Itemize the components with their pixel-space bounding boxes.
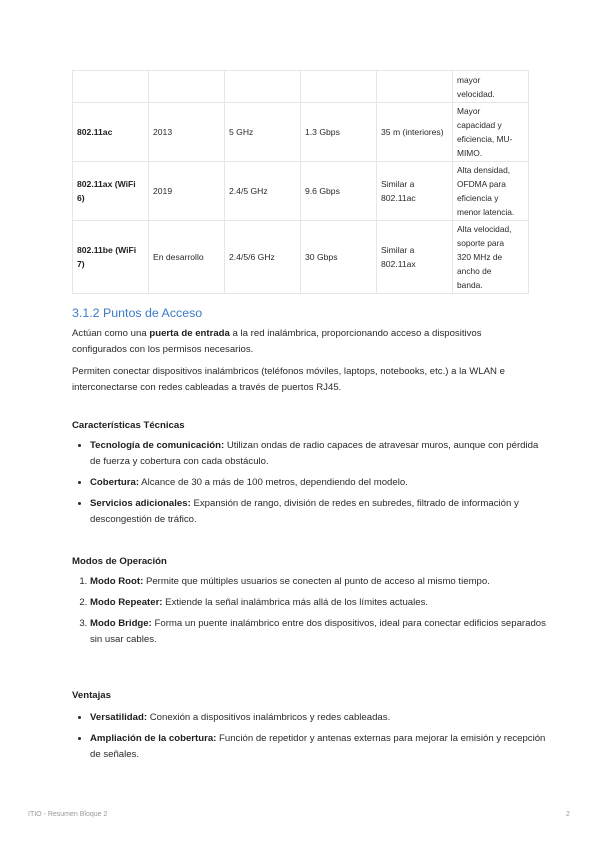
advantages-heading: Ventajas	[72, 690, 111, 701]
list-item: • Servicios adicionales: Expansión de rango, división de redes en subredes, filtrado de información y descongestión de tráfico.	[90, 496, 548, 528]
advantages-list	[72, 710, 548, 768]
connect-paragraph: Permiten conectar dispositivos inalámbricos (teléfonos móviles, laptops, notebooks, etc.) a la WLAN e interconectarse con redes cableadas a través de puertos RJ45.	[72, 366, 505, 393]
cell-range	[377, 71, 453, 103]
list-item: 1. Modo Root: Permite que múltiples usuarios se conecten al punto de acceso al mismo tiempo.	[90, 574, 548, 590]
cell-speed: 30 Gbps	[301, 221, 377, 294]
modes-list	[72, 574, 548, 653]
cell-speed: 1.3 Gbps	[301, 103, 377, 162]
cell-notes: Alta velocidad, soporte para 320 MHz de ancho de banda.	[453, 221, 529, 294]
cell-range: Similar a 802.11ax	[377, 221, 453, 294]
cell-standard: 802.11ax (WiFi 6)	[73, 162, 149, 221]
cell-speed	[301, 71, 377, 103]
table-row	[73, 221, 529, 294]
table-row	[73, 162, 529, 221]
page-number: 2	[566, 811, 570, 818]
cell-year	[149, 71, 225, 103]
cell-standard: 802.11be (WiFi 7)	[73, 221, 149, 294]
table-row	[73, 103, 529, 162]
cell-band: 5 GHz	[225, 103, 301, 162]
cell-band: 2.4/5/6 GHz	[225, 221, 301, 294]
table-row	[73, 71, 529, 103]
cell-standard	[73, 71, 149, 103]
list-item: • Cobertura: Alcance de 30 a más de 100 metros, dependiendo del modelo.	[90, 475, 548, 491]
cell-year: 2013	[149, 103, 225, 162]
wifi-standards-table	[72, 70, 529, 294]
cell-band: 2.4/5 GHz	[225, 162, 301, 221]
cell-notes: mayor velocidad.	[453, 71, 529, 103]
section-title: 3.1.2 Puntos de Acceso	[72, 306, 203, 320]
characteristics-list	[72, 438, 548, 533]
list-item: • Ampliación de la cobertura: Función de repetidor y antenas externas para mejorar la emisión y recepción de señales.	[90, 731, 548, 763]
cell-year: 2019	[149, 162, 225, 221]
list-item: • Tecnología de comunicación: Utilizan ondas de radio capaces de atravesar muros, aunque con pérdida de fuerza y cobertura con cada obstáculo.	[90, 438, 548, 470]
list-item: • Versatilidad: Conexión a dispositivos inalámbricos y redes cableadas.	[90, 710, 548, 726]
cell-year: En desarrollo	[149, 221, 225, 294]
cell-band	[225, 71, 301, 103]
modes-heading: Modos de Operación	[72, 556, 167, 567]
cell-range: 35 m (interiores)	[377, 103, 453, 162]
cell-standard: 802.11ac	[73, 103, 149, 162]
cell-notes: Alta densidad, OFDMA para eficiencia y menor latencia.	[453, 162, 529, 221]
footer-title: ITIO - Resumen Bloque 2	[28, 811, 108, 818]
bold-term: puerta de entrada	[149, 328, 230, 339]
cell-range: Similar a 802.11ac	[377, 162, 453, 221]
intro-paragraph: Actúan como una puerta de entrada a la red inalámbrica, proporcionando acceso a dispositivos configurados con los permisos necesarios.	[72, 328, 482, 355]
list-item: 2. Modo Repeater: Extiende la señal inalámbrica más allá de los límites actuales.	[90, 595, 548, 611]
cell-notes: Mayor capacidad y eficiencia, MU- MIMO.	[453, 103, 529, 162]
characteristics-heading: Características Técnicas	[72, 420, 185, 431]
cell-speed: 9.6 Gbps	[301, 162, 377, 221]
list-item: 3. Modo Bridge: Forma un puente inalámbrico entre dos dispositivos, ideal para conectar edificios separados sin usar cables.	[90, 616, 548, 648]
